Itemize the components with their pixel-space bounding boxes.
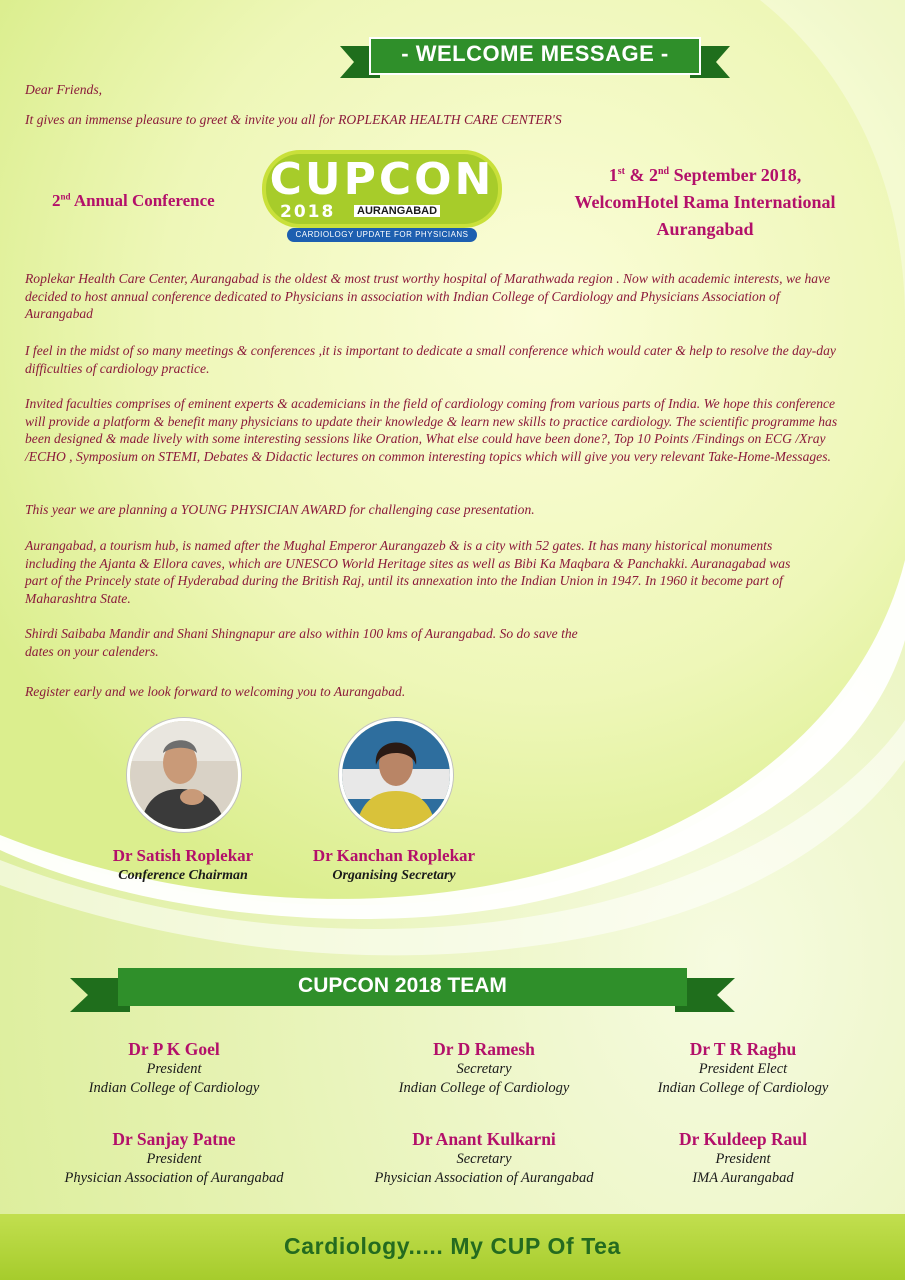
annual-conference [52, 191, 215, 211]
welcome-title: - WELCOME MESSAGE - [401, 41, 669, 66]
organiser-secretary [274, 845, 514, 886]
paragraph-faculty: Invited faculties comprises of eminent experts & academicians in the field of cardiology coming from various parts of India. We hope this conference will provide a platform & benefit many physicians to update their knowledge & learn new skills to practice cardiology. The scientific programme has been designed & made lively with some interesting sessions like Oration, What else could have been done?, Top 10 Points /Findings on ECG /Xray /ECHO , Symposium on STEMI, Debates & Didactic lectures on common interesting topics which will give you very relevant Take-Home-Messages. [25, 396, 838, 464]
team-title: CUPCON 2018 TEAM [298, 974, 507, 997]
team-member-name: Dr Kuldeep Raul [678, 1129, 808, 1149]
intro-line: It gives an immense pleasure to greet & invite you all for ROPLEKAR HEALTH CARE CENTER'S [25, 112, 562, 127]
logo-tagline: CARDIOLOGY UPDATE FOR PHYSICIANS [295, 230, 469, 239]
annual-ordinal: nd [60, 191, 71, 202]
footer-tagline: Cardiology..... My CUP Of Tea [284, 1233, 621, 1259]
annual-number: 2 [52, 191, 61, 210]
team-member-role: Secretary [456, 1151, 512, 1167]
team-member-name: Dr Anant Kulkarni [412, 1129, 556, 1149]
event-venue: WelcomHotel Rama International [574, 192, 836, 212]
team-member-org: Indian College of Cardiology [657, 1080, 829, 1096]
greeting: Dear Friends, [25, 82, 103, 97]
team-member-name: Dr D Ramesh [433, 1039, 535, 1059]
team-member-org: Indian College of Cardiology [88, 1080, 260, 1096]
team-member [24, 1128, 324, 1188]
event-date [545, 158, 865, 189]
team-member [24, 1038, 324, 1098]
event-info [545, 158, 865, 243]
team-member [334, 1128, 634, 1188]
team-member-org: Indian College of Cardiology [398, 1080, 570, 1096]
team-ribbon [70, 958, 735, 1018]
team-member-role: President [146, 1061, 202, 1077]
team-member [593, 1128, 893, 1188]
cupcon-logo [262, 150, 502, 245]
organiser-role: Conference Chairman [118, 868, 248, 883]
organiser-chairman [63, 845, 303, 886]
paragraph-hospital: Roplekar Health Care Center, Aurangabad is the oldest & most trust worthy hospital of Marathwada region . Now with academic interests, we have decided to host annual conference dedicated to Physicians in association with Indian College of Cardiology and Physicians Association of Aurangabad [25, 271, 831, 322]
team-member-org: Physician Association of Aurangabad [374, 1170, 594, 1186]
avatar-secretary [339, 718, 453, 832]
team-member [593, 1038, 893, 1098]
organiser-role: Organising Secretary [332, 868, 456, 883]
team-member-name: Dr T R Raghu [689, 1039, 797, 1059]
date-day1-ordinal: st [617, 166, 625, 177]
team-member-role: Secretary [456, 1061, 512, 1077]
team-member [334, 1038, 634, 1098]
paragraph-purpose: I feel in the midst of so many meetings & conferences ,it is important to dedicate a small conference which would cater & help to resolve the day-day difficulties of cardiology practice. [25, 343, 836, 376]
logo-year: 2018 [280, 202, 336, 222]
event-city: Aurangabad [656, 219, 754, 239]
team-member-org: IMA Aurangabad [692, 1170, 794, 1186]
footer-bar [0, 1214, 905, 1280]
paragraph-award: This year we are planning a YOUNG PHYSICIAN AWARD for challenging case presentation. [25, 502, 535, 517]
avatar-chairman [127, 718, 241, 832]
portrait-man-icon [130, 721, 238, 829]
team-member-role: President [715, 1151, 771, 1167]
team-member-name: Dr Sanjay Patne [112, 1129, 236, 1149]
organiser-name: Dr Kanchan Roplekar [312, 846, 476, 865]
portrait-woman-icon [342, 721, 450, 829]
team-member-role: President [146, 1151, 202, 1167]
welcome-ribbon [340, 28, 730, 84]
date-day1: 1 [608, 165, 618, 185]
logo-city: AURANGABAD [354, 205, 440, 217]
organiser-name: Dr Satish Roplekar [112, 846, 254, 865]
date-day2: 2 [648, 165, 658, 185]
annual-text: Annual Conference [70, 191, 215, 210]
team-member-role: President Elect [698, 1061, 788, 1077]
date-month-year: September 2018, [669, 165, 802, 185]
paragraph-nearby: Shirdi Saibaba Mandir and Shani Shingnapur are also within 100 kms of Aurangabad. So do save the dates on your calenders. [25, 626, 578, 659]
paragraph-aurangabad: Aurangabad, a tourism hub, is named after the Mughal Emperor Aurangazeb & is a city with 52 gates. It has many historical monuments including the Ajanta & Ellora caves, which are UNESCO World Heritage sites as well as Bibi Ka Maqbara & Panchakki. Auranagabad was part of the Princely state of Hyderabad during the British Raj, until its annexation into the Indian Union in 1947. In 1960 it become part of Maharashtra State. [25, 538, 791, 606]
date-amp: & [624, 165, 649, 185]
team-member-name: Dr P K Goel [128, 1039, 220, 1059]
logo-word: CUPCON [269, 154, 495, 205]
team-member-org: Physician Association of Aurangabad [64, 1170, 284, 1186]
date-day2-ordinal: nd [657, 166, 670, 177]
paragraph-register: Register early and we look forward to welcoming you to Aurangabad. [25, 684, 406, 699]
